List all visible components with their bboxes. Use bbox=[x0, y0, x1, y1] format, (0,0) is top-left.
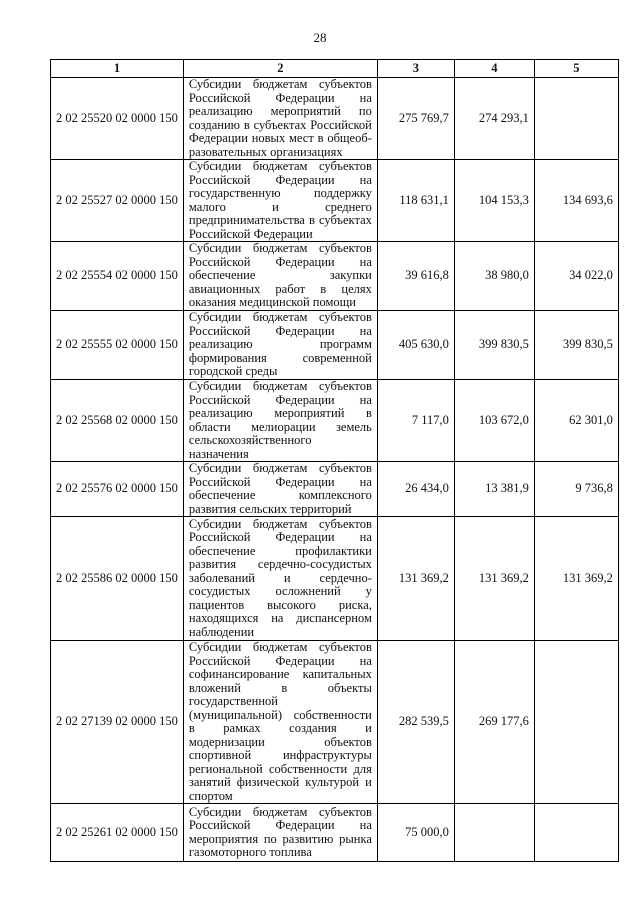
row-description bbox=[183, 462, 377, 517]
row-value-col5: 399 830,5 bbox=[534, 311, 618, 380]
header-col-2: 2 bbox=[183, 60, 377, 78]
row-value-col5 bbox=[534, 641, 618, 804]
row-value-col4: 103 672,0 bbox=[454, 380, 534, 462]
row-code: 2 02 25576 02 0000 150 bbox=[51, 462, 184, 517]
row-value-col5 bbox=[534, 804, 618, 862]
table-row bbox=[51, 242, 619, 311]
row-description bbox=[183, 517, 377, 641]
row-value-col3: 275 769,7 bbox=[377, 78, 454, 160]
table-row bbox=[51, 804, 619, 862]
row-value-col4 bbox=[454, 804, 534, 862]
row-code: 2 02 25568 02 0000 150 bbox=[51, 380, 184, 462]
table-row bbox=[51, 311, 619, 380]
row-description-text: Субсидии бюджетам субъектов Российской Федерации на реализацию мероприятий по созданию в субъектах Российской Федерации новых мест в общеоб-разовательных организациях bbox=[188, 77, 372, 159]
row-value-col4: 131 369,2 bbox=[454, 517, 534, 641]
page-number: 28 bbox=[313, 30, 327, 45]
row-description bbox=[183, 242, 377, 311]
row-value-col3: 39 616,8 bbox=[377, 242, 454, 311]
row-code: 2 02 25261 02 0000 150 bbox=[51, 804, 184, 862]
row-value-col5: 62 301,0 bbox=[534, 380, 618, 462]
table-row bbox=[51, 462, 619, 517]
row-value-col4: 269 177,6 bbox=[454, 641, 534, 804]
row-description bbox=[183, 78, 377, 160]
row-value-col3: 131 369,2 bbox=[377, 517, 454, 641]
row-code: 2 02 25520 02 0000 150 bbox=[51, 78, 184, 160]
table-row bbox=[51, 78, 619, 160]
row-value-col5: 9 736,8 bbox=[534, 462, 618, 517]
row-description-text: Субсидии бюджетам субъектов Российской Федерации на обеспечение закупки авиационных работ в целях оказания медицинской помощи bbox=[188, 241, 372, 310]
row-description-text: Субсидии бюджетам субъектов Российской Федерации на обеспечение комплексного развития сельских территорий bbox=[188, 461, 372, 516]
row-description-text: Субсидии бюджетам субъектов Российской Федерации на реализацию мероприятий в области мелиорации земель сельскохозяйственного назначения bbox=[188, 379, 372, 461]
row-description bbox=[183, 641, 377, 804]
row-value-col3: 118 631,1 bbox=[377, 160, 454, 242]
row-value-col5 bbox=[534, 78, 618, 160]
row-value-col5: 34 022,0 bbox=[534, 242, 618, 311]
row-value-col4: 274 293,1 bbox=[454, 78, 534, 160]
row-value-col3: 282 539,5 bbox=[377, 641, 454, 804]
row-value-col5: 131 369,2 bbox=[534, 517, 618, 641]
row-code: 2 02 25554 02 0000 150 bbox=[51, 242, 184, 311]
header-col-1: 1 bbox=[51, 60, 184, 78]
row-value-col3: 405 630,0 bbox=[377, 311, 454, 380]
header-col-5: 5 bbox=[534, 60, 618, 78]
row-code: 2 02 25555 02 0000 150 bbox=[51, 311, 184, 380]
header-col-3: 3 bbox=[377, 60, 454, 78]
row-value-col4: 13 381,9 bbox=[454, 462, 534, 517]
row-code: 2 02 25586 02 0000 150 bbox=[51, 517, 184, 641]
budget-table bbox=[50, 59, 619, 862]
row-description-text: Субсидии бюджетам субъектов Российской Федерации на мероприятия по развитию рынка газомоторного топлива bbox=[188, 804, 372, 859]
table-row bbox=[51, 641, 619, 804]
row-description-text: Субсидии бюджетам субъектов Российской Федерации на государственную поддержку малого и среднего предпринимательства в субъектах Российской Федерации bbox=[188, 159, 372, 241]
row-description-text: Субсидии бюджетам субъектов Российской Федерации на обеспечение профилактики развития сердечно-сосудистых заболеваний и сердечно-сосудистых осложнений у пациентов высокого риска, находящихся на диспансерном наблюдении bbox=[188, 516, 372, 639]
table-header-row bbox=[51, 60, 619, 78]
row-description bbox=[183, 311, 377, 380]
table-row bbox=[51, 517, 619, 641]
row-value-col3: 75 000,0 bbox=[377, 804, 454, 862]
table-row bbox=[51, 380, 619, 462]
row-description bbox=[183, 380, 377, 462]
row-value-col3: 7 117,0 bbox=[377, 380, 454, 462]
row-description bbox=[183, 160, 377, 242]
table-row bbox=[51, 160, 619, 242]
header-col-4: 4 bbox=[454, 60, 534, 78]
row-value-col3: 26 434,0 bbox=[377, 462, 454, 517]
row-description-text: Субсидии бюджетам субъектов Российской Федерации на реализацию программ формирования современной городской среды bbox=[188, 310, 372, 379]
row-value-col5: 134 693,6 bbox=[534, 160, 618, 242]
row-code: 2 02 27139 02 0000 150 bbox=[51, 641, 184, 804]
row-value-col4: 104 153,3 bbox=[454, 160, 534, 242]
row-code: 2 02 25527 02 0000 150 bbox=[51, 160, 184, 242]
row-value-col4: 399 830,5 bbox=[454, 311, 534, 380]
row-value-col4: 38 980,0 bbox=[454, 242, 534, 311]
row-description bbox=[183, 804, 377, 862]
row-description-text: Субсидии бюджетам субъектов Российской Федерации на софинансирование капитальных вложений в объекты государственной (муниципальной) собственности в рамках создания и модернизации объектов спортивной инфраструктуры региональной собственности для занятий физической культурой и спортом bbox=[188, 640, 372, 803]
